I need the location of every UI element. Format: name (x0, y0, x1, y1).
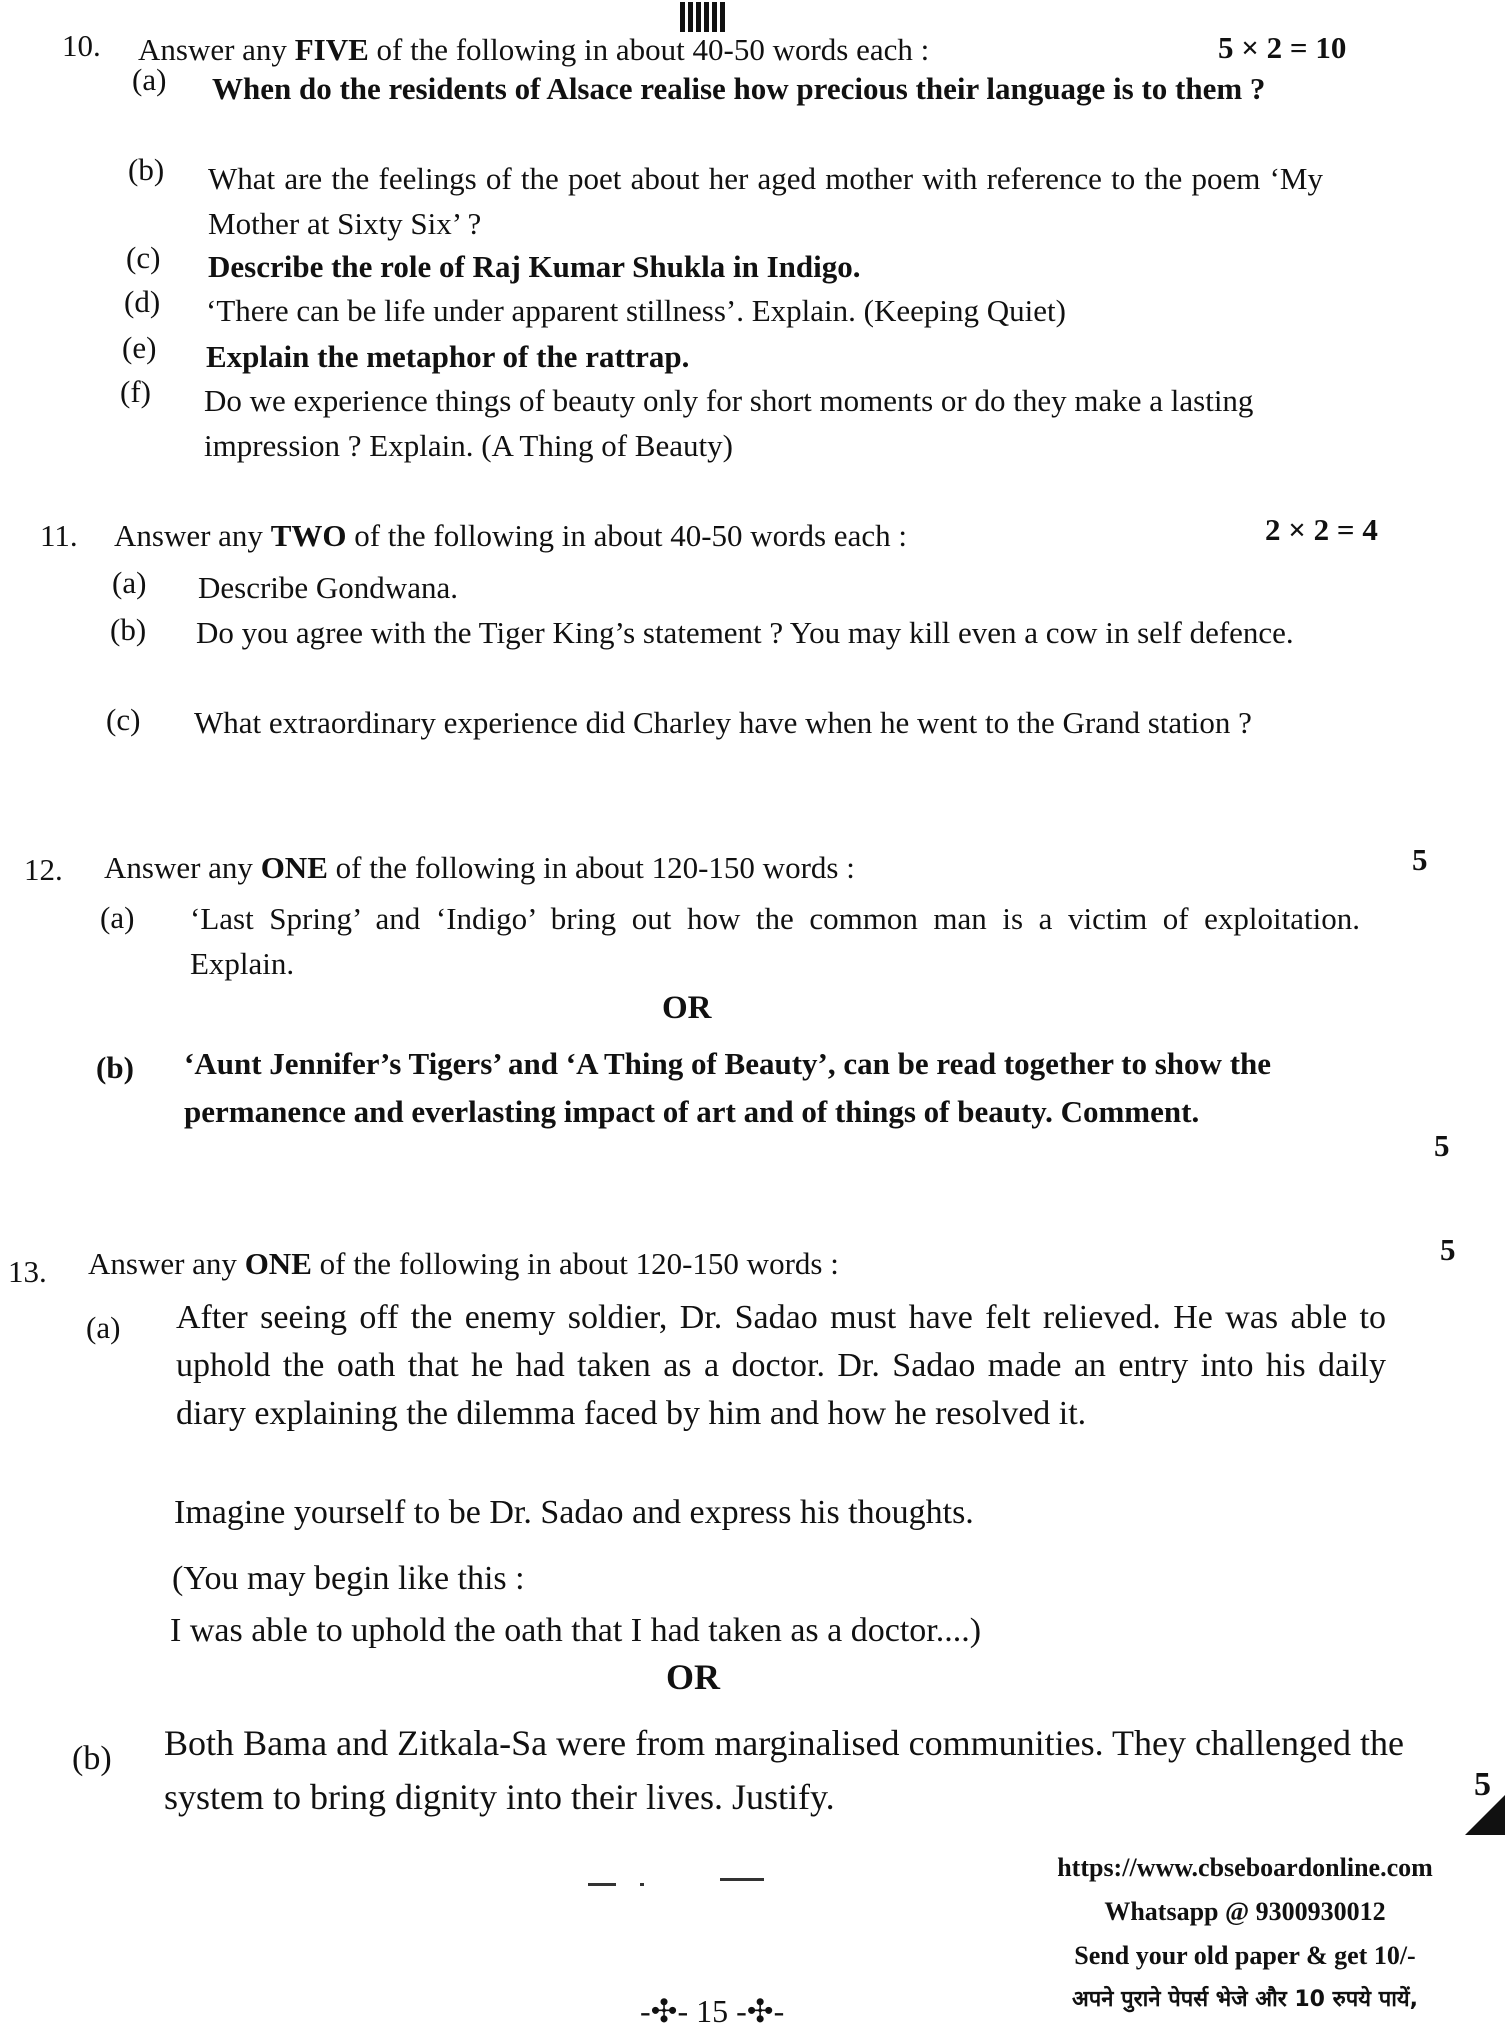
question-stem: Answer any FIVE of the following in about 40-50 words each : (138, 32, 930, 67)
question-marks: 5 (1434, 1128, 1450, 1163)
question-number: 12. (24, 852, 63, 887)
end-dash (640, 1883, 644, 1886)
part-text: ‘Last Spring’ and ‘Indigo’ bring out how the common man is a victim of exploitation. Explain. (190, 901, 1360, 981)
part-label: (a) (100, 900, 135, 935)
part-text: Do we experience things of beauty only for short moments or do they make a lasting impression ? Explain. (A Thing of Beauty) (204, 383, 1254, 463)
part-text: Imagine yourself to be Dr. Sadao and express his thoughts. (174, 1494, 974, 1531)
part-label: (b) (72, 1740, 112, 1777)
question-number: 11. (40, 518, 78, 553)
question-marks: 5 (1412, 842, 1428, 877)
part-text: (You may begin like this : (172, 1560, 525, 1597)
part-label: (b) (128, 152, 165, 187)
part-label: (a) (86, 1310, 121, 1345)
page-corner-mark (1465, 1795, 1505, 1835)
or-separator: OR (666, 1657, 720, 1697)
end-dash (720, 1878, 764, 1881)
part-text: I was able to uphold the oath that I had taken as a doctor....) (170, 1612, 982, 1649)
part-text: Describe the role of Raj Kumar Shukla in Indigo. (208, 249, 861, 284)
question-stem: Answer any ONE of the following in about 120-150 words : (88, 1246, 839, 1281)
part-label: (c) (106, 702, 141, 737)
part-label: (a) (112, 565, 147, 600)
part-text: ‘Aunt Jennifer’s Tigers’ and ‘A Thing of Beauty’, can be read together to show the permanence and everlasting impact of art and of things of beauty. Comment. (184, 1046, 1272, 1129)
question-number: 10. (62, 28, 101, 63)
part-label: (f) (120, 374, 151, 409)
part-label: (d) (124, 284, 161, 319)
footer-whatsapp: Whatsapp @ 9300930012 (1104, 1897, 1386, 1926)
part-text: What extraordinary experience did Charley have when he went to the Grand station ? (194, 705, 1252, 740)
part-label: (e) (122, 330, 157, 365)
page-number (640, 1992, 784, 2030)
part-text: ‘There can be life under apparent stillness’. Explain. (Keeping Quiet) (206, 293, 1066, 328)
part-text: After seeing off the enemy soldier, Dr. Sadao must have felt relieved. He was able to uphold the oath that he had taken as a doctor. Dr. Sadao made an entry into his daily diary explaining the dilemma faced by him and how he resolved it. (176, 1299, 1386, 1432)
part-label: (b) (96, 1050, 134, 1085)
or-separator: OR (662, 990, 712, 1026)
ornament-icon: -✣- (640, 1993, 689, 2029)
question-stem: Answer any TWO of the following in about 40-50 words each : (114, 518, 907, 553)
part-text: Both Bama and Zitkala-Sa were from marginalised communities. They challenged the system to bring dignity into their lives. Justify. (164, 1723, 1404, 1817)
part-text: Describe Gondwana. (198, 570, 458, 605)
ornament-icon: -✣- (736, 1993, 785, 2029)
question-marks: 5 × 2 = 10 (1218, 30, 1347, 65)
part-label: (a) (132, 62, 167, 97)
footer-url[interactable]: https://www.cbseboardonline.com (1057, 1853, 1433, 1882)
question-marks: 5 (1474, 1766, 1491, 1803)
footer-offer-hindi: अपने पुराने पेपर्स भेजे और 10 रुपये पायें, (1071, 1987, 1419, 2012)
question-marks: 2 × 2 = 4 (1265, 512, 1378, 547)
part-label: (b) (110, 612, 147, 647)
part-text: When do the residents of Alsace realise how precious their language is to them ? (212, 71, 1266, 106)
part-label: (c) (126, 240, 161, 275)
part-text: What are the feelings of the poet about her aged mother with reference to the poem ‘My Mother at Sixty Six’ ? (208, 161, 1323, 241)
part-text: Explain the metaphor of the rattrap. (206, 339, 690, 374)
question-number: 13. (8, 1254, 47, 1289)
end-dash (588, 1883, 616, 1886)
question-stem: Answer any ONE of the following in about 120-150 words : (104, 850, 855, 885)
question-marks: 5 (1440, 1232, 1456, 1267)
qr-code-icon (680, 2, 728, 32)
part-text: Do you agree with the Tiger King’s statement ? You may kill even a cow in self defence. (196, 615, 1294, 650)
page-number-value: 15 (696, 1993, 729, 2029)
footer-offer: Send your old paper & get 10/- (1074, 1941, 1416, 1970)
watermark-footer (1005, 1846, 1485, 2022)
